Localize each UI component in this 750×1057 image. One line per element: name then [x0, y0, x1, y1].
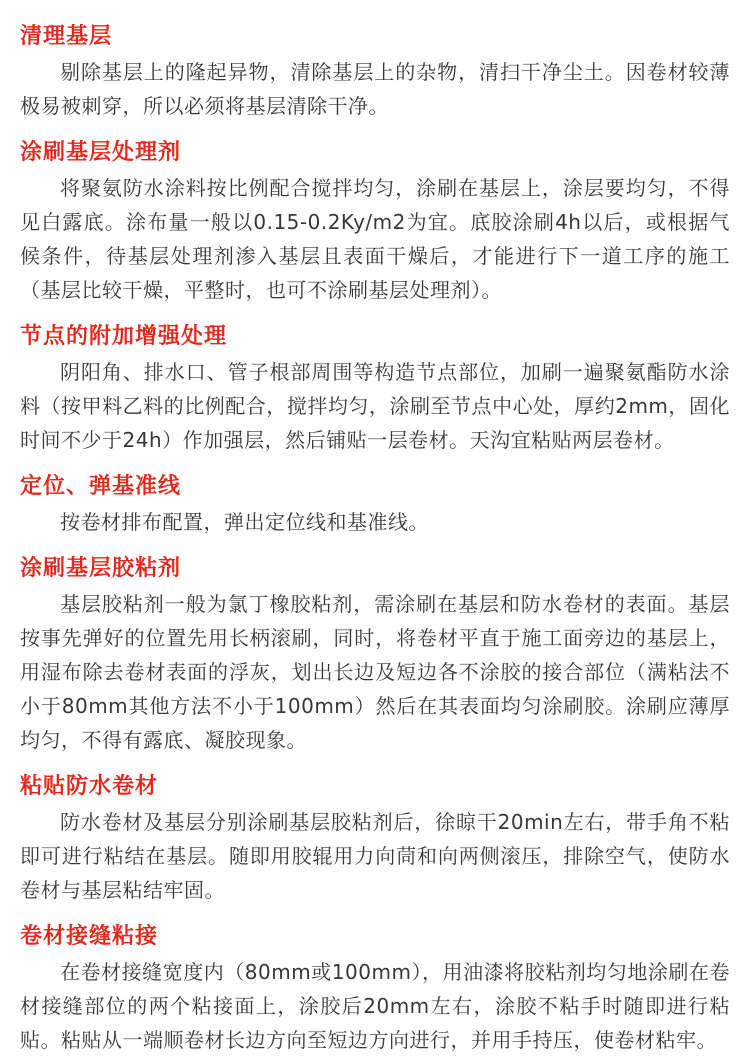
section-clean-base — [20, 20, 730, 123]
section-heading: 节点的附加增强处理 — [20, 324, 228, 349]
section-node-reinforcement — [20, 320, 730, 457]
section-paragraph: 防水卷材及基层分别涂刷基层胶粘剂后，徐晾干20min左右，带手角不粘即可进行粘结在基层。随即用胶辊用力向茼和向两侧滚压，排除空气，使防水卷材与基层粘结牢固。 — [20, 810, 730, 902]
section-paragraph: 在卷材接缝宽度内（80mm或100mm），用油漆将胶粘剂均匀地涂刷在卷材接缝部位的两个粘接面上，涂胶后20mm左右，涂胶不粘手时随即进行粘贴。粘贴从一端顺卷材长边方向至短边方向进行，并用手持压，使卷材粘牢。 — [20, 960, 730, 1052]
section-seam-bonding — [20, 920, 730, 1057]
section-paste-membrane — [20, 770, 730, 907]
section-paragraph: 剔除基层上的隆起异物，清除基层上的杂物，清扫干净尘土。因卷材较薄极易被刺穿，所以必须将基层清除干净。 — [20, 60, 730, 118]
section-paragraph: 按卷材排布配置，弹出定位线和基准线。 — [60, 510, 429, 534]
section-paragraph: 将聚氨防水涂料按比例配合搅拌均匀，涂刷在基层上，涂层要均匀，不得见白露底。涂布量一般以0.15-0.2Ky/m2为宜。底胶涂刷4h以后，或根据气候条件，待基层处理剂渗入基层且表面干燥后，才能进行下一道工序的施工（基层比较干燥，平整时，也可不涂刷基层处理剂）。 — [20, 176, 730, 302]
section-heading: 定位、弹基准线 — [20, 474, 182, 499]
section-positioning-lines — [20, 470, 730, 539]
section-heading: 清理基层 — [20, 24, 113, 49]
section-paragraph: 基层胶粘剂一般为氯丁橡胶粘剂，需涂刷在基层和防水卷材的表面。基层按事先弹好的位置先用长柄滚刷，同时，将卷材平直于施工面旁边的基层上，用湿布除去卷材表面的浮灰，划出长边及短边各不涂胶的接合部位（满粘法不小于80mm其他方法不小于100mm）然后在其表面均匀涂刷胶。涂刷应薄厚均匀，不得有露底、凝胶现象。 — [20, 592, 730, 752]
section-heading: 卷材接缝粘接 — [20, 924, 159, 949]
section-base-adhesive — [20, 552, 730, 757]
section-heading: 粘贴防水卷材 — [20, 774, 159, 799]
section-paragraph: 阴阳角、排水口、管子根部周围等构造节点部位，加刷一遍聚氨酯防水涂料（按甲料乙料的比例配合，搅拌均匀，涂刷至节点中心处，厚约2mm，固化时间不少于24h）作加强层，然后铺贴一层卷材。天沟宜粘贴两层卷材。 — [20, 360, 730, 452]
section-heading: 涂刷基层处理剂 — [20, 140, 182, 165]
section-heading: 涂刷基层胶粘剂 — [20, 556, 182, 581]
section-base-treatment-agent — [20, 136, 730, 307]
